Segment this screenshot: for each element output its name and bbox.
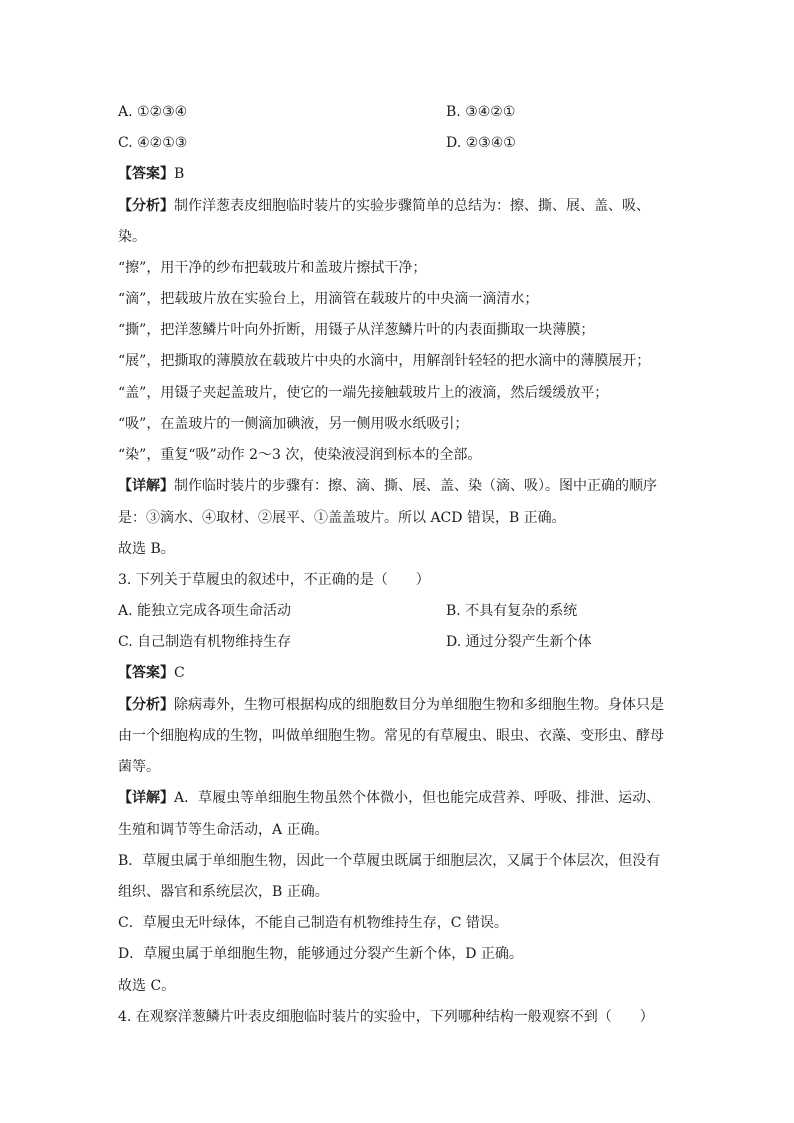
answer-value: C — [174, 665, 185, 681]
analysis-tag: 【分析】 — [118, 697, 174, 713]
q2-detail — [118, 476, 657, 496]
analysis-tag: 【分析】 — [118, 198, 174, 214]
q3-analysis-cont: 由一个细胞构成的生物，叫做单细胞生物。常见的有草履虫、眼虫、衣藻、变形虫、酵母 — [118, 728, 664, 744]
analysis-text: 除病毒外，生物可根据构成的细胞数目分为单细胞生物和多细胞生物。身体只是 — [174, 697, 664, 713]
q2-option-d: D. ②③④① — [446, 135, 516, 151]
q3-analysis — [118, 695, 664, 715]
step-ca: “擦”，用干净的纱布把载玻片和盖玻片擦拭干净； — [118, 260, 427, 276]
step-gai: “盖”，用镊子夹起盖玻片，使它的一端先接触载玻片上的液滴，然后缓缓放平； — [118, 385, 609, 401]
q3-option-a: A. 能独立完成各项生命活动 — [118, 603, 292, 619]
analysis-text: 制作洋葱表皮细胞临时装片的实验步骤简单的总结为：擦、撕、展、盖、吸、 — [174, 198, 650, 214]
step-si: “撕”，把洋葱鳞片叶向外折断，用镊子从洋葱鳞片叶的内表面撕取一块薄膜； — [118, 322, 595, 338]
q2-answer — [118, 164, 184, 184]
answer-tag: 【答案】 — [118, 665, 174, 681]
q3-detail-c: C．草履虫无叶绿体，不能自己制造有机物维持生存，C 错误。 — [118, 915, 508, 931]
q3-conclusion: 故选 C。 — [118, 978, 176, 994]
q2-option-a: A. ①②③④ — [118, 104, 188, 120]
q3-detail-b: B．草履虫属于单细胞生物，因此一个草履虫既属于细胞层次，又属于个体层次，但没有 — [118, 853, 661, 869]
q3-option-c: C. 自己制造有机物维持生存 — [118, 634, 292, 650]
q2-analysis-cont: 染。 — [118, 229, 146, 245]
step-ran: “染”，重复“吸”动作 2～3 次，使染液浸润到标本的全部。 — [118, 447, 482, 463]
detail-text: A．草履虫等单细胞生物虽然个体微小，但也能完成营养、呼吸、排泄、运动、 — [174, 790, 661, 806]
q2-detail-cont: 是：③滴水、④取材、②展平、①盖盖玻片。所以 ACD 错误，B 正确。 — [118, 510, 566, 526]
q3-detail-b-cont: 组织、器官和系统层次，B 正确。 — [118, 884, 329, 900]
detail-text: 制作临时装片的步骤有：擦、滴、撕、展、盖、染（滴、吸）。图中正确的顺序 — [174, 478, 657, 494]
step-xi: “吸”，在盖玻片的一侧滴加碘液，另一侧用吸水纸吸引； — [118, 416, 469, 432]
q3-option-b: B. 不具有复杂的系统 — [446, 603, 578, 619]
q3-option-d: D. 通过分裂产生新个体 — [446, 634, 592, 650]
step-di: “滴”，把载玻片放在实验台上，用滴管在载玻片的中央滴一滴清水； — [118, 291, 539, 307]
detail-tag: 【详解】 — [118, 478, 174, 494]
q2-option-b: B. ③④②① — [446, 104, 516, 120]
q3-answer — [118, 663, 185, 683]
q3-detail — [118, 788, 660, 808]
q2-option-c: C. ④②①③ — [118, 135, 188, 151]
step-zhan: “展”，把撕取的薄膜放在载玻片中央的水滴中，用解剖针轻轻的把水滴中的薄膜展开； — [118, 353, 651, 369]
detail-tag: 【详解】 — [118, 790, 174, 806]
q3-detail-d: D．草履虫属于单细胞生物，能够通过分裂产生新个体，D 正确。 — [118, 946, 523, 962]
answer-value: B — [174, 166, 185, 182]
q3-stem: 3. 下列关于草履虫的叙述中，不正确的是（ ） — [118, 572, 430, 588]
q2-conclusion: 故选 B。 — [118, 541, 175, 557]
q3-detail-a-cont: 生殖和调节等生命活动，A 正确。 — [118, 822, 329, 838]
answer-tag: 【答案】 — [118, 166, 174, 182]
q4-stem: 4. 在观察洋葱鳞片叶表皮细胞临时装片的实验中，下列哪种结构一般观察不到（ ） — [118, 1009, 654, 1025]
q3-analysis-cont2: 菌等。 — [118, 759, 160, 775]
q2-analysis — [118, 196, 650, 216]
